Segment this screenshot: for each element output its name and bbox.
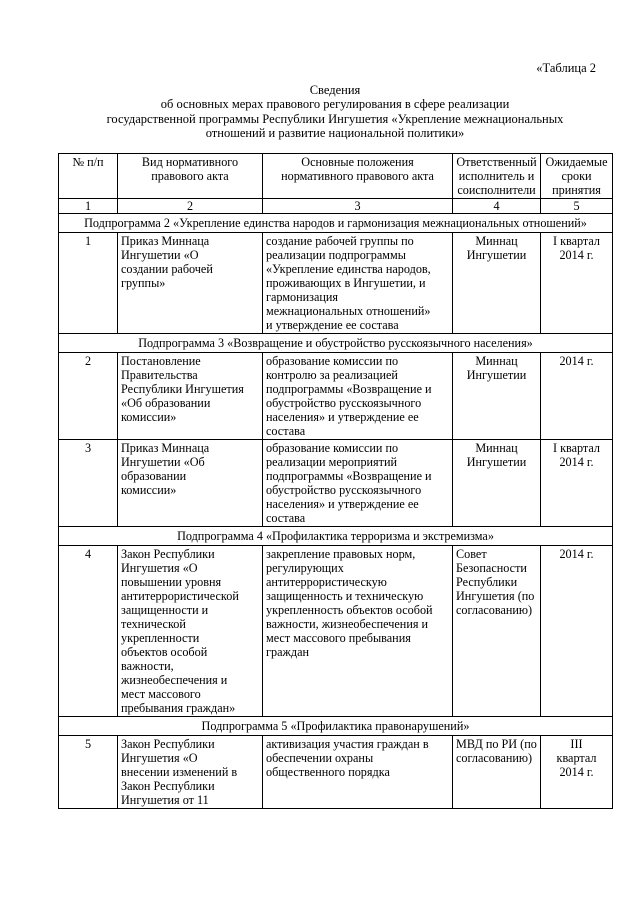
- row-number: 5: [59, 736, 118, 809]
- subprogram-row: [59, 334, 613, 353]
- row-provisions: закрепление правовых норм, регулирующих антитеррористическую защищенность и техническую укрепленность объектов особой важности, жизнеобеспечения и мест массового пребывания граждан: [263, 546, 453, 717]
- row-act-type: Закон Республики Ингушетия «О повышении уровня антитеррористической защищенности и технической укрепленности объектов особой важности, жизнеобеспечения и мест массового пребывания граждан»: [118, 546, 263, 717]
- row-provisions: создание рабочей группы по реализации подпрограммы «Укрепление единства народов, проживающих в Ингушетии, и гармонизация межнациональных отношений» и утверждение ее состава: [263, 233, 453, 334]
- subprogram-row: [59, 717, 613, 736]
- row-number: 2: [59, 353, 118, 440]
- subprogram-title: Подпрограмма 2 «Укрепление единства народов и гармонизация межнациональных отношений»: [59, 214, 613, 233]
- table-number-label: «Таблица 2: [536, 61, 596, 75]
- row-executor: Миннац Ингушетии: [453, 440, 541, 527]
- table-row: [59, 233, 613, 334]
- header-row: [59, 154, 613, 199]
- row-executor: МВД по РИ (по согласованию): [453, 736, 541, 809]
- row-deadline: III квартал 2014 г.: [541, 736, 613, 809]
- row-act-type: Приказ Миннаца Ингушетии «Об образовании комиссии»: [118, 440, 263, 527]
- column-number: 4: [453, 199, 541, 214]
- row-number: 1: [59, 233, 118, 334]
- table-row: [59, 546, 613, 717]
- column-number: 5: [541, 199, 613, 214]
- row-act-type: Закон Республики Ингушетия «О внесении изменений в Закон Республики Ингушетия от 11: [118, 736, 263, 809]
- header-num: № п/п: [59, 154, 118, 199]
- table-row: [59, 353, 613, 440]
- column-number-row: [59, 199, 613, 214]
- subprogram-row: [59, 214, 613, 233]
- row-provisions: образование комиссии по реализации мероприятий подпрограммы «Возвращение и обустройство русскоязычного населения» и утверждение ее состава: [263, 440, 453, 527]
- title-line: об основных мерах правового регулирования в сфере реализации: [160, 97, 510, 112]
- header-deadline: Ожидаемые сроки принятия: [541, 154, 613, 199]
- document-title: [60, 83, 610, 140]
- row-deadline: 2014 г.: [541, 353, 613, 440]
- subprogram-title: Подпрограмма 4 «Профилактика терроризма и экстремизма»: [59, 527, 613, 546]
- row-provisions: активизация участия граждан в обеспечении охраны общественного порядка: [263, 736, 453, 809]
- row-number: 4: [59, 546, 118, 717]
- title-line: Сведения: [309, 83, 361, 97]
- header-act-type: Вид нормативного правового акта: [118, 154, 263, 199]
- row-deadline: I квартал 2014 г.: [541, 440, 613, 527]
- table-row: [59, 736, 613, 809]
- table-row: [59, 440, 613, 527]
- row-act-type: Приказ Миннаца Ингушетии «О создании рабочей группы»: [118, 233, 263, 334]
- row-executor: Совет Безопасности Республики Ингушетия (по согласованию): [453, 546, 541, 717]
- column-number: 1: [59, 199, 118, 214]
- title-line: отношений и развитие национальной политики»: [205, 125, 465, 140]
- row-act-type: Постановление Правительства Республики Ингушетия «Об образовании комиссии»: [118, 353, 263, 440]
- subprogram-row: [59, 527, 613, 546]
- row-deadline: 2014 г.: [541, 546, 613, 717]
- title-line: государственной программы Республики Ингушетия «Укрепление межнациональных: [106, 111, 564, 126]
- header-executor: Ответственный исполнитель и соисполнители: [453, 154, 541, 199]
- row-executor: Миннац Ингушетии: [453, 233, 541, 334]
- header-provisions: Основные положения нормативного правового акта: [263, 154, 453, 199]
- row-provisions: образование комиссии по контролю за реализацией подпрограммы «Возвращение и обустройство русскоязычного населения» и утверждение ее состава: [263, 353, 453, 440]
- subprogram-title: Подпрограмма 5 «Профилактика правонарушений»: [59, 717, 613, 736]
- column-number: 2: [118, 199, 263, 214]
- subprogram-title: Подпрограмма 3 «Возвращение и обустройство русскоязычного населения»: [59, 334, 613, 353]
- row-executor: Миннац Ингушетии: [453, 353, 541, 440]
- column-number: 3: [263, 199, 453, 214]
- row-deadline: I квартал 2014 г.: [541, 233, 613, 334]
- measures-table: [58, 153, 613, 809]
- row-number: 3: [59, 440, 118, 527]
